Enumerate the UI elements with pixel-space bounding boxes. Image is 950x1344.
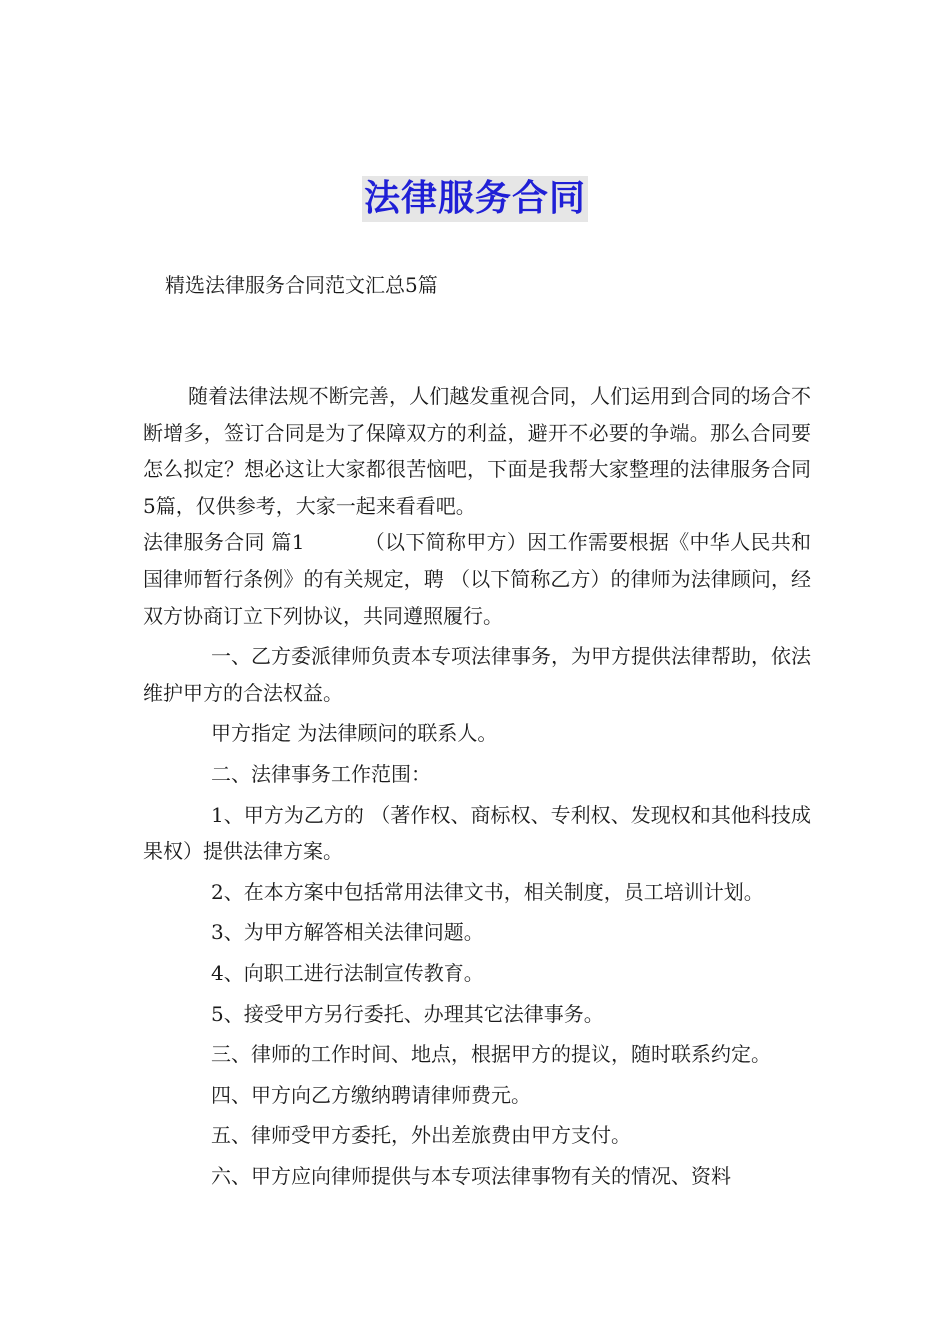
- document-title: 法律服务合同: [362, 176, 588, 222]
- clause-paragraph: 3、为甲方解答相关法律问题。: [211, 920, 484, 945]
- intro-paragraph: 随着法律法规不断完善，人们越发重视合同，人们运用到合同的场合不断增多，签订合同是为了保障双方的利益，避开不必要的争端。那么合同要怎么拟定？想必这让大家都很苦恼吧，下面是我帮大家整理的法律服务合同5篇，仅供参考，大家一起来看看吧。: [143, 384, 811, 518]
- clause-paragraph: 2、在本方案中包括常用法律文书，相关制度，员工培训计划。: [211, 879, 764, 904]
- section-heading: 法律服务合同 篇1: [143, 530, 305, 555]
- clause-paragraph: 五、律师受甲方委托，外出差旅费由甲方支付。: [211, 1123, 631, 1148]
- clause-paragraph: 四、甲方向乙方缴纳聘请律师费元。: [211, 1082, 531, 1107]
- clause-paragraph: 三、律师的工作时间、地点，根据甲方的提议，随时联系约定。: [211, 1042, 771, 1067]
- section-heading-text: （以下简称甲方）因工作需要根据《中华人民共和国律师暂行条例》的有关规定，聘 （以下简称乙方）的律师为法律顾问，经双方协商订立下列协议，共同遵照履行。: [143, 530, 811, 628]
- title-container: [0, 176, 950, 222]
- section-heading-paragraph: [143, 524, 811, 634]
- document-body: [143, 378, 811, 1194]
- document-subtitle: 精选法律服务合同范文汇总5篇: [165, 273, 438, 297]
- clause-paragraph: 一、乙方委派律师负责本专项法律事务，为甲方提供法律帮助，依法维护甲方的合法权益。: [143, 644, 811, 705]
- clause-paragraph: 4、向职工进行法制宣传教育。: [211, 960, 484, 985]
- clause-paragraph: 甲方指定 为法律顾问的联系人。: [211, 721, 498, 746]
- clause-paragraph: 1、甲方为乙方的 （著作权、商标权、专利权、发现权和其他科技成果权）提供法律方案。: [143, 802, 811, 864]
- clause-paragraph: 5、接受甲方另行委托、办理其它法律事务。: [211, 1001, 604, 1026]
- clause-paragraph: 六、甲方应向律师提供与本专项法律事物有关的情况、资料: [211, 1163, 731, 1188]
- clause-paragraph: 二、法律事务工作范围：: [211, 761, 431, 786]
